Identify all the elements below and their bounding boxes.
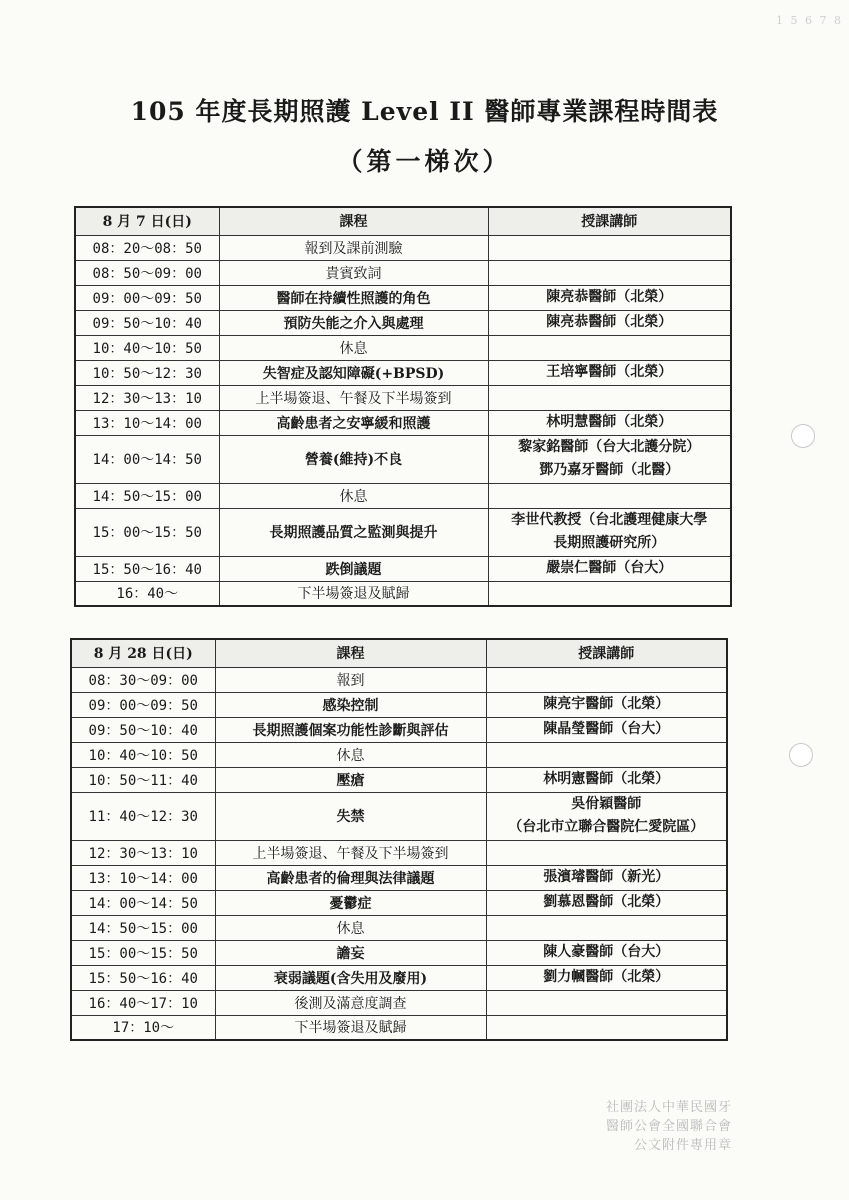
time-cell: 10：40～10：50 (75, 335, 219, 360)
course-cell: 譫妄 (215, 940, 486, 965)
time-cell: 15：00～15：50 (75, 508, 219, 556)
course-cell: 失智症及認知障礙(+BPSD) (219, 360, 488, 385)
course-cell: 長期照護品質之監測與提升 (219, 508, 488, 556)
course-cell: 營養(維持)不良 (219, 435, 488, 483)
time-cell: 09：50～10：40 (75, 310, 219, 335)
header-lecturer: 授課講師 (486, 639, 727, 667)
lecturer-cell (486, 742, 727, 767)
course-cell: 下半場簽退及賦歸 (219, 581, 488, 606)
course-cell: 報到 (215, 667, 486, 692)
lecturer-line: 李世代教授（台北護理健康大學 (511, 512, 708, 528)
table-row (71, 840, 727, 865)
table-row (75, 556, 731, 581)
table-row (75, 385, 731, 410)
lecturer-cell (486, 865, 727, 890)
time-cell: 13：10～14：00 (75, 410, 219, 435)
header-date: 8 月 28 日(日) (71, 639, 215, 667)
time-cell: 09：00～09：50 (71, 692, 215, 717)
lecturer-line: 陳人豪醫師（台大） (543, 944, 670, 960)
lecturer-cell (486, 792, 727, 840)
lecturer-line: （台北市立聯合醫院仁愛院區） (508, 819, 705, 835)
seal-line: 社團法人中華民國牙 (605, 1100, 732, 1115)
lecturer-cell (488, 556, 731, 581)
lecturer-line: 劉慕恩醫師（北榮） (543, 894, 670, 910)
course-cell: 預防失能之介入與處理 (219, 310, 488, 335)
lecturer-cell (488, 581, 731, 606)
course-cell: 報到及課前測驗 (219, 235, 488, 260)
time-cell: 12：30～13：10 (75, 385, 219, 410)
lecturer-cell (488, 508, 731, 556)
lecturer-cell (488, 260, 731, 285)
time-cell: 15：50～16：40 (71, 965, 215, 990)
lecturer-line: 陳亮宇醫師（北榮） (543, 696, 670, 712)
time-cell: 10：40～10：50 (71, 742, 215, 767)
table-row (75, 360, 731, 385)
table-row (71, 692, 727, 717)
lecturer-cell (488, 235, 731, 260)
table-row (71, 890, 727, 915)
binder-hole (791, 424, 815, 448)
course-cell: 跌倒議題 (219, 556, 488, 581)
lecturer-line: 吳佾穎醫師 (571, 796, 642, 812)
lecturer-cell (486, 965, 727, 990)
time-cell: 08：20～08：50 (75, 235, 219, 260)
course-cell: 醫師在持續性照護的角色 (219, 285, 488, 310)
time-cell: 10：50～12：30 (75, 360, 219, 385)
table-row (75, 508, 731, 556)
binder-hole (789, 743, 813, 767)
lecturer-line: 王培寧醫師（北榮） (546, 364, 673, 380)
course-cell: 失禁 (215, 792, 486, 840)
table-row (75, 310, 731, 335)
course-cell: 上半場簽退、午餐及下半場簽到 (219, 385, 488, 410)
lecturer-cell (486, 767, 727, 792)
seal-line: 醫師公會全國聯合會 (605, 1119, 732, 1134)
time-cell: 09：50～10：40 (71, 717, 215, 742)
time-cell: 12：30～13：10 (71, 840, 215, 865)
corner-mark: 1 5 6 7 8 (776, 14, 843, 27)
table-row (71, 792, 727, 840)
lecturer-line: 嚴崇仁醫師（台大） (546, 560, 673, 576)
header-course: 課程 (219, 207, 488, 235)
header-lecturer: 授課講師 (488, 207, 731, 235)
course-cell: 休息 (219, 335, 488, 360)
course-cell: 衰弱議題(含失用及廢用) (215, 965, 486, 990)
seal-line: 公文附件專用章 (633, 1138, 732, 1153)
course-cell: 後測及滿意度調查 (215, 990, 486, 1015)
header-date: 8 月 7 日(日) (75, 207, 219, 235)
lecturer-cell (488, 435, 731, 483)
lecturer-line: 劉力幗醫師（北榮） (543, 969, 670, 985)
time-cell: 14：00～14：50 (71, 890, 215, 915)
official-seal (568, 1098, 732, 1155)
lecturer-line: 黎家銘醫師（台大北護分院） (518, 439, 701, 455)
table-row (75, 581, 731, 606)
time-cell: 10：50～11：40 (71, 767, 215, 792)
lecturer-line: 陳亮恭醫師（北榮） (546, 314, 673, 330)
lecturer-cell (486, 890, 727, 915)
lecturer-line: 張濱璿醫師（新光） (543, 869, 670, 885)
table-row (71, 767, 727, 792)
course-cell: 高齡患者之安寧緩和照護 (219, 410, 488, 435)
lecturer-cell (488, 310, 731, 335)
lecturer-cell (486, 1015, 727, 1040)
table-row (75, 435, 731, 483)
time-cell: 15：00～15：50 (71, 940, 215, 965)
course-cell: 休息 (219, 483, 488, 508)
page-title: 105 年度長期照護 Level II 醫師專業課程時間表 (130, 97, 719, 126)
lecturer-cell (486, 940, 727, 965)
course-cell: 貴賓致詞 (219, 260, 488, 285)
lecturer-cell (488, 483, 731, 508)
lecturer-line: 林明憲醫師（北榮） (543, 771, 670, 787)
time-cell: 08：30～09：00 (71, 667, 215, 692)
course-cell: 感染控制 (215, 692, 486, 717)
table-row (75, 260, 731, 285)
time-cell: 16：40～17：10 (71, 990, 215, 1015)
lecturer-cell (486, 692, 727, 717)
lecturer-cell (486, 915, 727, 940)
course-cell: 下半場簽退及賦歸 (215, 1015, 486, 1040)
time-cell: 13：10～14：00 (71, 865, 215, 890)
time-cell: 09：00～09：50 (75, 285, 219, 310)
lecturer-line: 陳亮恭醫師（北榮） (546, 289, 673, 305)
course-cell: 休息 (215, 742, 486, 767)
table-row (71, 965, 727, 990)
time-cell: 14：50～15：00 (71, 915, 215, 940)
page-subtitle: （第一梯次） (337, 147, 512, 176)
time-cell: 17：10～ (71, 1015, 215, 1040)
lecturer-cell (488, 385, 731, 410)
lecturer-line: 林明慧醫師（北榮） (546, 414, 673, 430)
table-row (75, 410, 731, 435)
time-cell: 11：40～12：30 (71, 792, 215, 840)
schedule-table-aug28 (70, 638, 728, 1041)
table-row (75, 335, 731, 360)
table-row (71, 940, 727, 965)
table-row (71, 742, 727, 767)
lecturer-line: 長期照護研究所） (553, 535, 666, 551)
course-cell: 長期照護個案功能性診斷與評估 (215, 717, 486, 742)
course-cell: 上半場簽退、午餐及下半場簽到 (215, 840, 486, 865)
lecturer-cell (486, 667, 727, 692)
time-cell: 14：50～15：00 (75, 483, 219, 508)
time-cell: 16：40～ (75, 581, 219, 606)
lecturer-cell (488, 360, 731, 385)
lecturer-cell (488, 410, 731, 435)
lecturer-line: 鄧乃嘉牙醫師（北醫） (539, 462, 680, 478)
lecturer-line: 陳晶瑩醫師（台大） (543, 721, 670, 737)
time-cell: 08：50～09：00 (75, 260, 219, 285)
table-row (71, 717, 727, 742)
lecturer-cell (488, 285, 731, 310)
table-row (71, 990, 727, 1015)
lecturer-cell (486, 717, 727, 742)
table-row (71, 865, 727, 890)
schedule-table-aug7 (74, 206, 732, 607)
lecturer-cell (488, 335, 731, 360)
table-row (71, 1015, 727, 1040)
course-cell: 休息 (215, 915, 486, 940)
lecturer-cell (486, 840, 727, 865)
table-row (75, 235, 731, 260)
table-row (71, 915, 727, 940)
header-course: 課程 (215, 639, 486, 667)
course-cell: 壓瘡 (215, 767, 486, 792)
table-row (75, 483, 731, 508)
lecturer-cell (486, 990, 727, 1015)
time-cell: 15：50～16：40 (75, 556, 219, 581)
table-row (75, 285, 731, 310)
course-cell: 憂鬱症 (215, 890, 486, 915)
table-row (71, 667, 727, 692)
course-cell: 高齡患者的倫理與法律議題 (215, 865, 486, 890)
time-cell: 14：00～14：50 (75, 435, 219, 483)
